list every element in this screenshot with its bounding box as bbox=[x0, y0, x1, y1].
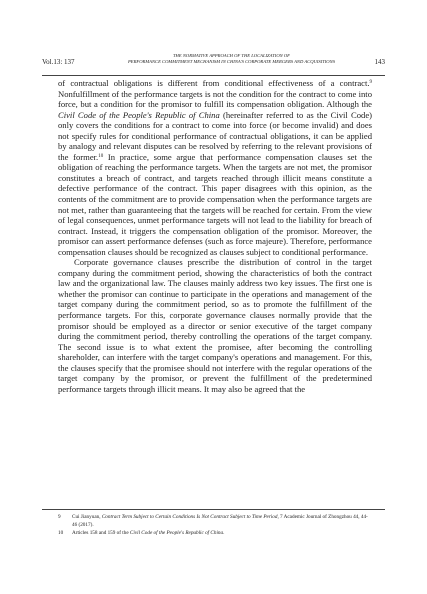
footnote-number: 10 bbox=[58, 530, 64, 536]
civil-code-title: Civil Code of the People's Republic of China bbox=[58, 109, 220, 120]
paragraph-2: Corporate governance clauses prescribe the distribution of control in the target company during the commitment period, showing the characteristics of both the contract law and the organizational law. The clauses mainly address two key issues. The first one is whether the promisor can continue to participate in the operations and management of the target company during the commitment period, so as to promote the fulfillment of the performance targets. For this, corporate governance clauses normally provide that the promisor should be employed as a director or senior executive of the target company during the commitment period, thereby controlling the operations of the target company. The second issue is to what extent the promisee, after becoming the controlling shareholder, can interfere with the target company's operations and management. For this, the clauses specify that the promisee should not interfere with the regular operations of the target company by the promisor, or prevent the fulfillment of the predetermined performance targets through illicit means. It may also be agreed that the bbox=[58, 257, 372, 394]
page-number: 143 bbox=[374, 58, 385, 66]
footnotes bbox=[58, 514, 372, 539]
footnote-rule bbox=[42, 509, 385, 510]
footnote-9: 9 Cui Jianyuan, Contract Term Subject to Certain Conditions Is Not Contract Subject to Time Period, 7 Academic Journal of Zhongzhou 44, 44-46 (2017). bbox=[58, 514, 368, 528]
running-header bbox=[42, 53, 385, 75]
footnote-10: 10 Articles 158 and 159 of the Civil Code of the People's Republic of China. bbox=[58, 530, 225, 536]
paragraph-1: of contractual obligations is different from conditional effectiveness of a contract.$^9$ Nonfulfillment of the performance targets is not the condition for the contract to come into force, but a condition for the promisor to fulfill its compensation obligation. Although the Civil Code of the People's Republic of China (hereinafter referred to as the Civil Code) only covers the conditions for a contract to come into force (or become invalid) and does not specify rules for conditional performance of contractual obligations, it can be applied by analogy and relevant disputes can be resolved by referring to the relevant provisions of the former.$^{10}$ In practice, some argue that performance compensation clauses set the obligation of reaching the performance targets. When the targets are not met, the promisor constitutes a breach of contract, and targets reached through illicit means constitute a defective performance of the contract. This paper disagrees with this opinion, as the contents of the commitment are to provide compensation when the performance targets are not met, rather than guaranteeing that the targets will be reached for certain. From the view of legal consequences, unmet performance targets will not lead to the liability for breach of contract. Instead, it triggers the compensation obligation of the promisor. Moreover, the promisor can assert performance defenses (such as force majeure). Therefore, performance compensation clauses should be recognized as clauses subject to conditional performance. bbox=[58, 78, 373, 257]
running-title-line-2: PERFORMANCE COMMITMENT MECHANISM IN CHINA'S CORPORATE MERGERS AND ACQUISITIONS bbox=[127, 59, 335, 64]
volume-label: Vol.13: 137 bbox=[42, 58, 75, 66]
body-text bbox=[58, 78, 372, 394]
header-rule bbox=[42, 75, 385, 76]
footnote-number: 9 bbox=[58, 514, 61, 520]
footnote-ref-10[interactable]: 10 bbox=[98, 153, 104, 159]
running-title-line-1: THE NORMATIVE APPROACH OF THE LOCALIZATION OF bbox=[173, 53, 290, 58]
footnote-ref-9[interactable]: 9 bbox=[369, 80, 372, 85]
running-title bbox=[100, 53, 363, 65]
